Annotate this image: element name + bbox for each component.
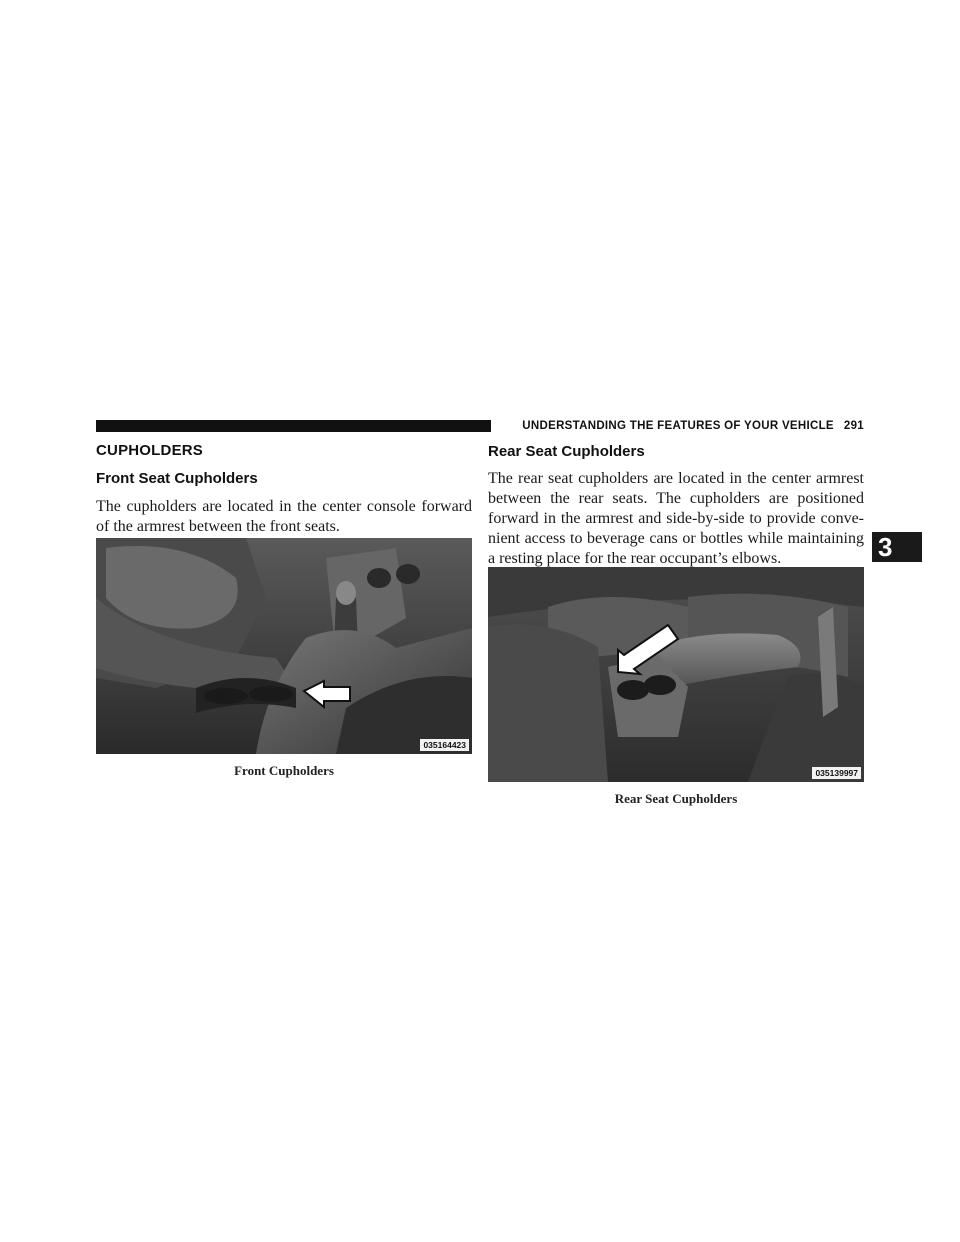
front-figure-caption: Front Cupholders [234,763,334,778]
header-rule [96,420,491,432]
header-title: UNDERSTANDING THE FEATURES OF YOUR VEHICLE [522,420,834,432]
rear-figure-caption: Rear Seat Cupholders [614,791,738,806]
page-number: 291 [843,420,864,432]
front-body-text: The cupholders are located in the center console forward of the armrest between the front seats. [96,498,472,535]
front-cupholders-illustration [96,538,472,754]
rear-cupholders-figure [488,567,864,782]
front-figure-code: 035164423 [420,739,469,751]
front-subsection-title: Front Seat Cupholders [96,470,258,487]
section-title: CUPHOLDERS [96,442,204,459]
rear-body-text: The rear seat cupholders are located in the center armrest between the rear seats. The cupholders are positioned forward in the armrest and side-by-side to provide conve-nient access to beverage cans or bottles while maintaining a resting place for the rear occupant’s elbows. [488,470,864,567]
running-header [522,419,864,433]
rear-subsection-title: Rear Seat Cupholders [488,443,645,460]
rear-cupholders-illustration [488,567,864,782]
rear-figure-code: 035139997 [812,767,861,779]
chapter-tab: 3 [872,532,922,562]
front-cupholders-figure [96,538,472,754]
